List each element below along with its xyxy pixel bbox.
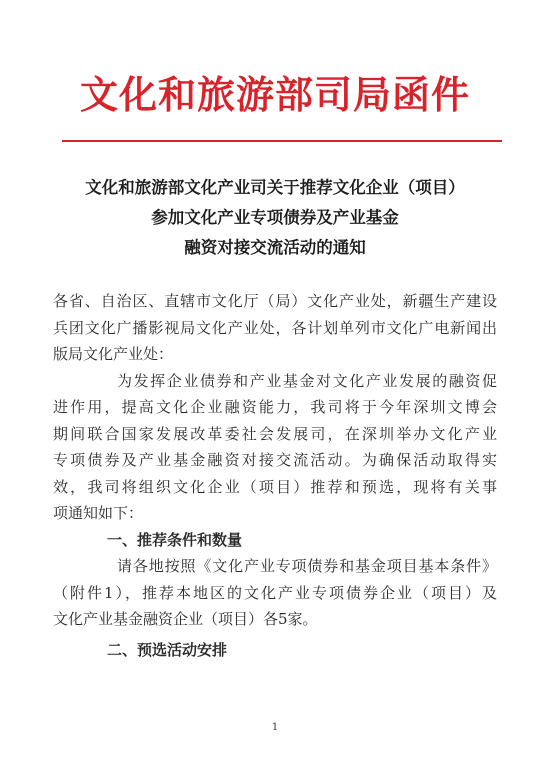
notice-body [53,288,497,663]
letterhead-rule [62,140,502,142]
salutation-line: 各省、自治区、直辖市文化厅（局）文化产业处，新疆生产建设 [53,292,497,310]
paragraph-line: 期间联合国家发展改革委社会发展司，在深圳举办文化产业 [53,424,497,443]
title-line: 融资对接交流活动的通知 [184,238,366,257]
section-heading: 一、推荐条件和数量 [107,530,243,549]
salutation-line: 兵团文化广播影视局文化产业处，各计划单列市文化广电新闻出 [53,318,497,337]
paragraph-line: 专项债券及产业基金融资对接交流活动。为确保活动取得实 [53,451,497,469]
paragraph-line: 效，我司将组织文化企业（项目）推荐和预选，现将有关事 [53,477,497,496]
paragraph-line: 文化产业基金融资企业（项目）各5家。 [53,610,318,628]
salutation-line: 版局文化产业处： [53,345,174,363]
letterhead-title: 文化和旅游部司局函件 [79,72,470,117]
paragraph-line: 为发挥企业债券和产业基金对文化产业发展的融资促 [117,371,497,390]
title-line: 参加文化产业专项债券及产业基金 [151,208,399,227]
paragraph-line: 进作用，提高文化企业融资能力，我司将于今年深圳文博会 [53,398,497,416]
paragraph-line: 请各地按照《文化产业专项债券和基金项目基本条件》 [117,557,497,575]
notice-title [0,173,550,263]
title-line: 文化和旅游部文化产业司关于推荐文化企业（项目） [85,178,465,197]
section-heading: 二、预选活动安排 [107,640,228,659]
paragraph-line: （附件1），推荐本地区的文化产业专项债券企业（项目）及 [53,583,497,602]
paragraph-line: 项通知如下： [53,504,144,522]
page-number: 1 [271,722,279,733]
